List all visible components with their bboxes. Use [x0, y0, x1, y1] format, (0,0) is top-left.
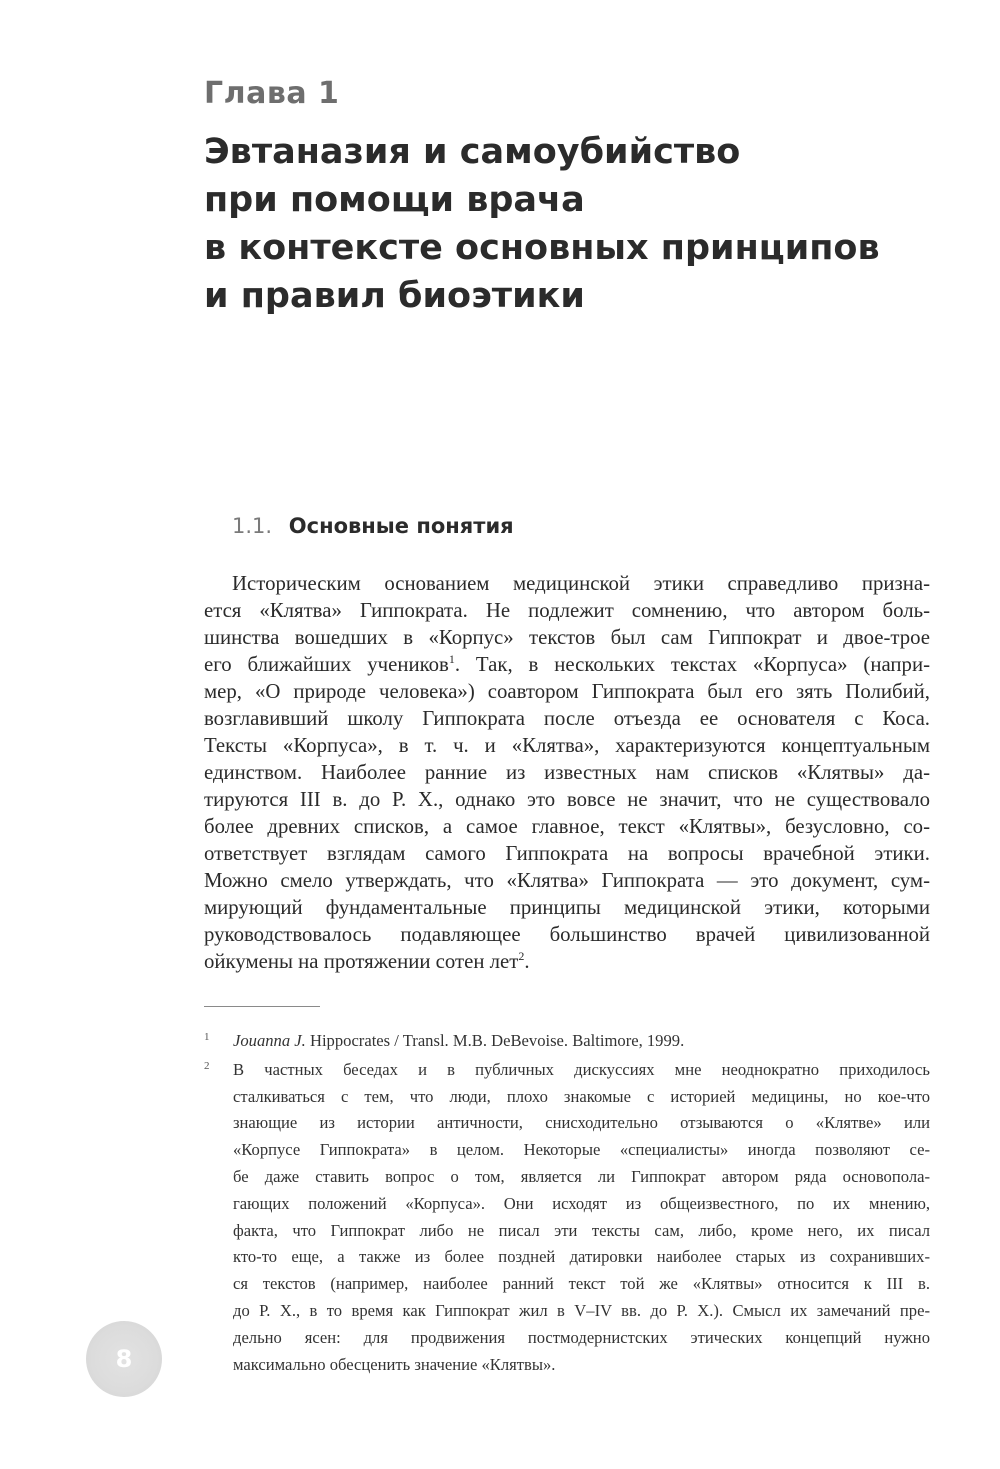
body-line: ответствует взглядам самого Гиппократа на вопросы врачебной этики.: [204, 842, 930, 865]
body-line: Историческим основанием медицинской этики справедливо призна-: [232, 572, 930, 595]
footnote-line: ся текстов (например, наиболее ранний текст той же «Клятвы» относится к III в.: [233, 1274, 930, 1294]
body-line: Тексты «Корпуса», в т. ч. и «Клятва», характеризуются концептуальным: [204, 734, 930, 757]
footnote-line: [233, 1028, 930, 1055]
footnote-line: «Корпусе Гиппократа» в целом. Некоторые «специалисты» иногда позволяют се-: [233, 1140, 930, 1160]
footnote-line: факта, что Гиппократ либо не писал эти тексты сам, либо, кроме него, их писал: [233, 1220, 930, 1240]
body-line-text: . Так, в нескольких текстах «Корпуса» (напри-: [454, 653, 930, 676]
footnote-author: Jouanna J.: [233, 1031, 306, 1050]
footnote-line: максимально обесценить значение «Клятвы».: [233, 1354, 556, 1374]
footnote-line: до Р. Х., в то время как Гиппократ жил в V–IV вв. до Р. Х.). Смысл их замечаний пре-: [233, 1300, 930, 1320]
footnotes: [204, 1028, 930, 1380]
chapter-title-line: и правил биоэтики: [204, 276, 585, 316]
footnote-number: 1: [204, 1031, 210, 1043]
body-line: тируются III в. до Р. Х., однако это вовсе не значит, что не существовало: [204, 788, 930, 811]
footnote-line: дельно ясен: для продвижения постмодернистских этических концепций нужно: [233, 1327, 930, 1347]
chapter-title-line: в контексте основных принципов: [204, 228, 880, 268]
body-line-with-footnote-ref: [204, 948, 930, 975]
footnote-line: сталкиваться с тем, что люди, плохо знакомые с историей медицины, но кое-что: [233, 1086, 930, 1106]
body-line-text: .: [524, 950, 530, 973]
footnote-number: 2: [204, 1059, 210, 1072]
section-title: Основные понятия: [288, 514, 514, 538]
body-line: возглавивший школу Гиппократа после отъезда ее основателя с Коса.: [204, 707, 930, 730]
body-line: шинства вошедших в «Корпус» текстов был сам Гиппократ и двое-трое: [204, 626, 930, 649]
body-line: Можно смело утверждать, что «Клятва» Гиппократа — это документ, сум-: [204, 869, 930, 892]
body-line-text: его ближайших учеников: [204, 653, 449, 676]
footnote-line: бе даже ставить вопрос о том, является ли Гиппократ автором ряда основопола-: [233, 1166, 930, 1186]
section-heading: [232, 514, 514, 538]
body-line: единством. Наиболее ранние из известных нам списков «Клятвы» да-: [204, 761, 930, 784]
body-line: более древних списков, а самое главное, текст «Клятвы», безусловно, со-: [204, 815, 930, 838]
footnote-line: знающие из истории античности, снисходительно отзываются о «Клятве» или: [233, 1113, 930, 1133]
body-line: мирующий фундаментальные принципы медицинской этики, которыми: [204, 896, 930, 919]
body-paragraph: [204, 570, 930, 975]
chapter-label: Глава 1: [204, 76, 340, 111]
footnote-citation: Hippocrates / Transl. M.B. DeBevoise. Baltimore, 1999.: [305, 1031, 685, 1050]
body-line-with-footnote-ref: [204, 651, 930, 678]
footnote-ref-1[interactable]: 1: [448, 652, 455, 667]
footnote-1: [204, 1028, 930, 1055]
body-line-text: ойкумены на протяжении сотен лет: [204, 950, 519, 973]
footnote-ref-2[interactable]: 2: [518, 949, 525, 964]
footnote-line: В частных беседах и в публичных дискуссиях мне неоднократно приходилось: [233, 1059, 930, 1079]
page-number: 8: [115, 1345, 133, 1373]
chapter-title: [204, 128, 964, 320]
footnote-line: гающих положений «Корпуса». Они исходят из общеизвестного, по их мнению,: [233, 1193, 930, 1213]
chapter-title-line: Эвтаназия и самоубийство: [204, 132, 741, 172]
footnote-divider: [204, 1006, 320, 1007]
page-number-badge: [86, 1321, 162, 1397]
chapter-title-line: при помощи врача: [204, 180, 585, 220]
body-line: мер, «О природе человека») соавтором Гиппократа был его зять Полибий,: [204, 680, 930, 703]
section-number: 1.1.: [232, 514, 273, 538]
body-line: ется «Клятва» Гиппократа. Не подлежит сомнению, что автором боль-: [204, 599, 930, 622]
footnote-line: кто-то еще, а также из более поздней датировки наиболее старых из сохранивших-: [233, 1247, 930, 1267]
body-line: руководствовалось подавляющее большинство врачей цивилизованной: [204, 923, 930, 946]
footnote-2: [204, 1057, 930, 1379]
